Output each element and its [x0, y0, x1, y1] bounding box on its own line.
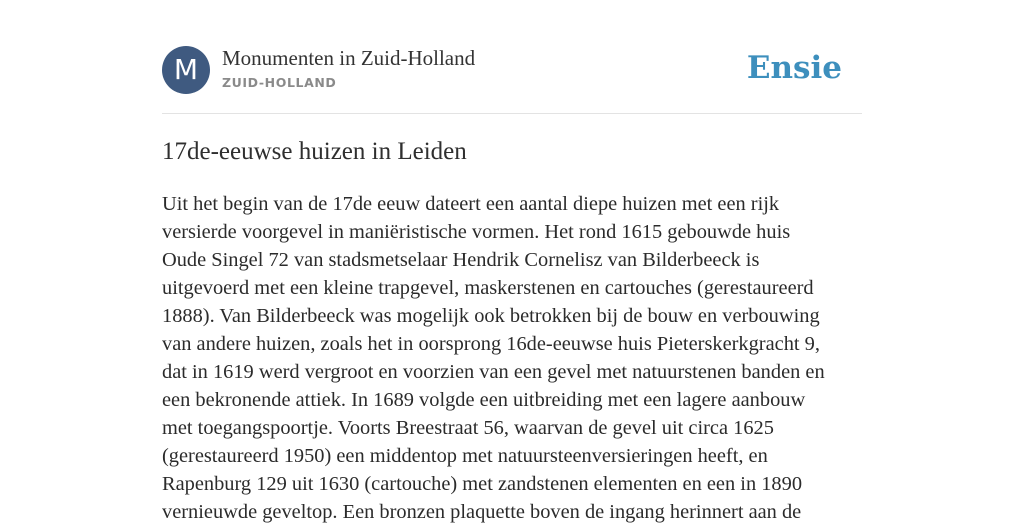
- article-body: [162, 190, 864, 526]
- article-text-line: versierde voorgevel in maniëristische vormen. Het rond 1615 gebouwde huis: [162, 221, 791, 243]
- source-subtitle: ZUID-HOLLAND: [222, 75, 337, 90]
- article-text-line: met toegangspoortje. Voorts Breestraat 56, waarvan de gevel uit circa 1625: [162, 417, 774, 439]
- brand-logo[interactable]: Ensie: [746, 50, 842, 86]
- article-text-line: vernieuwde geveltop. Een bronzen plaquette boven de ingang herinnert aan de: [162, 501, 802, 523]
- article-text-line: dat in 1619 werd vergroot en voorzien van een gevel met natuurstenen banden en: [162, 361, 825, 383]
- article-text-line: 1888). Van Bilderbeeck was mogelijk ook betrokken bij de bouw en verbouwing: [162, 305, 820, 327]
- article-text-line: van andere huizen, zoals het in oorsprong 16de-eeuwse huis Pieterskerkgracht 9,: [162, 333, 820, 355]
- source-header: [162, 46, 862, 96]
- article-title: 17de-eeuwse huizen in Leiden: [162, 138, 467, 165]
- article-text-line: uitgevoerd met een kleine trapgevel, maskerstenen en cartouches (gerestaureerd: [162, 277, 814, 299]
- article-text-line: Rapenburg 129 uit 1630 (cartouche) met zandstenen elementen en een in 1890: [162, 473, 803, 495]
- article-text-line: (gerestaureerd 1950) een middentop met natuursteenversieringen heeft, en: [162, 445, 768, 467]
- article-text-line: Uit het begin van de 17de eeuw dateert een aantal diepe huizen met een rijk: [162, 193, 780, 215]
- article-text-line: een bekronende attiek. In 1689 volgde een uitbreiding met een lagere aanbouw: [162, 389, 806, 411]
- source-avatar[interactable]: M: [162, 46, 210, 94]
- header-divider: [162, 113, 862, 114]
- source-title[interactable]: Monumenten in Zuid-Holland: [222, 46, 476, 70]
- article-text-line: Oude Singel 72 van stadsmetselaar Hendrik Cornelisz van Bilderbeeck is: [162, 249, 760, 271]
